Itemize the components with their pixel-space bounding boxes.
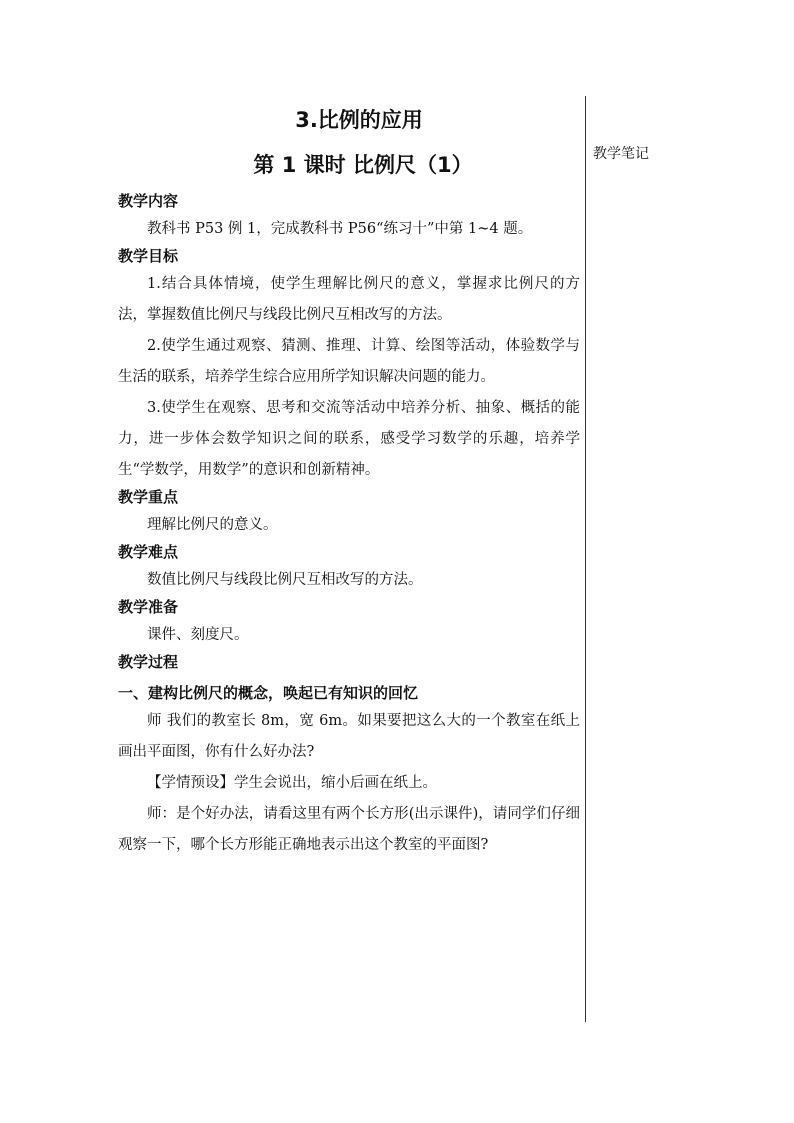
key-point-text: 理解比例尺的意义。 (147, 517, 278, 533)
process-paragraph-3: 师：是个好办法，请看这里有两个长方形(出示课件)，请同学们仔细观察一下，哪个长方形能正确地表示出这个教室的平面图? (118, 806, 580, 853)
goal-2: 2.使学生通过观察、猜测、推理、计算、绘图等活动，体验数学与生活的联系，培养学生综合应用所学知识解决问题的能力。 (118, 338, 580, 385)
preparation-text: 课件、刻度尺。 (147, 627, 249, 643)
lesson-title: 第 1 课时 比例尺（1） (253, 153, 473, 177)
process-paragraph-2: 【学情预设】学生会说出，缩小后画在纸上。 (147, 775, 437, 791)
section-heading-content: 教学内容 (118, 192, 179, 210)
goal-3: 3.使学生在观察、思考和交流等活动中培养分析、抽象、概括的能力，进一步体会数学知识之间的联系，感受学习数学的乐趣，培养学生“学数学，用数学”的意识和创新精神。 (118, 400, 580, 478)
section-heading-process: 教学过程 (118, 653, 179, 671)
content-text: 教科书 P53 例 1，完成教科书 P56“练习十”中第 1~4 题。 (147, 221, 533, 237)
process-subheading: 一、建构比例尺的概念，唤起已有知识的回忆 (118, 684, 419, 702)
section-heading-preparation: 教学准备 (118, 598, 179, 616)
notes-column-divider (585, 96, 586, 1022)
section-heading-goals: 教学目标 (118, 247, 179, 265)
section-heading-key-point: 教学重点 (118, 488, 179, 506)
goal-1: 1.结合具体情境，使学生理解比例尺的意义，掌握求比例尺的方法，掌握数值比例尺与线段比例尺互相改写的方法。 (118, 276, 580, 323)
teaching-notes-label: 教学笔记 (593, 146, 649, 162)
difficulty-text: 数值比例尺与线段比例尺互相改写的方法。 (147, 572, 423, 588)
lesson-plan-body (118, 100, 580, 861)
section-heading-difficulty: 教学难点 (118, 543, 179, 561)
chapter-title: 3.比例的应用 (295, 108, 423, 132)
process-paragraph-1: 师 我们的教室长 8m，宽 6m。如果要把这么大的一个教室在纸上画出平面图，你有什么好办法? (118, 713, 580, 760)
